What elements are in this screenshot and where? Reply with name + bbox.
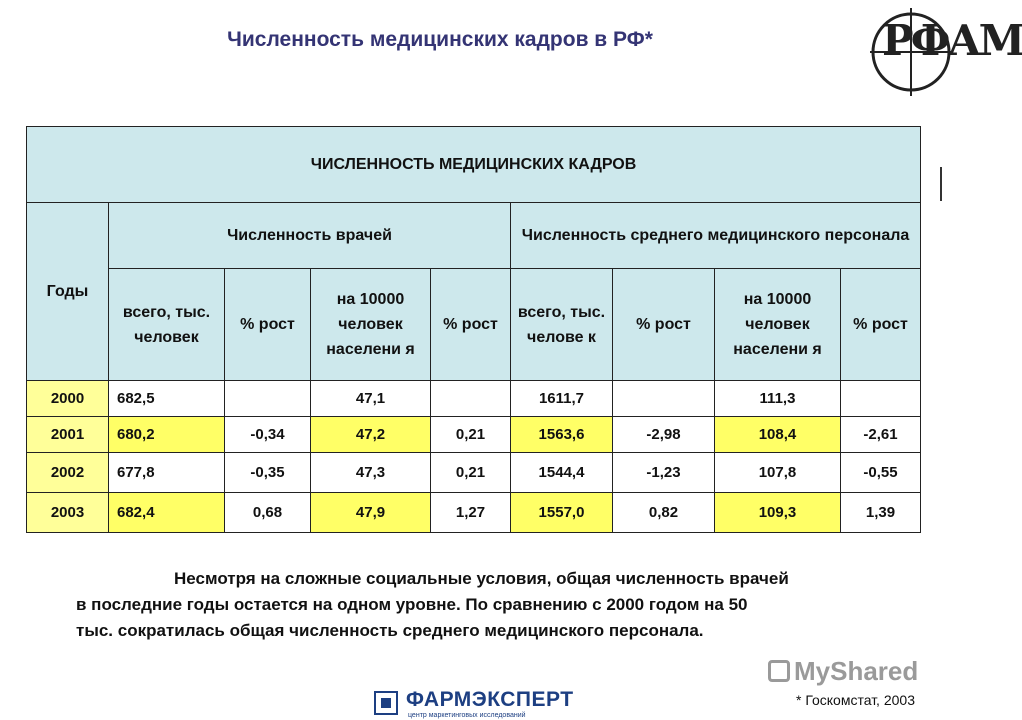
- cell: 0,21: [431, 417, 511, 453]
- brand-subtitle: центр маркетинговых исследований: [408, 712, 526, 719]
- cell: 47,9: [311, 493, 431, 533]
- table-row: [27, 493, 921, 533]
- summary-note: [76, 566, 946, 644]
- note-line-1: Несмотря на сложные социальные условия, общая численность врачей: [174, 569, 789, 588]
- medical-staff-table: [26, 126, 921, 533]
- brand-name: ФАРМЭКСПЕРТ: [406, 688, 574, 711]
- cell: 108,4: [715, 417, 841, 453]
- cell: 1611,7: [511, 381, 613, 417]
- source-note: * Госкомстат, 2003: [796, 692, 915, 708]
- year-cell: 2001: [27, 417, 109, 453]
- cell: -2,98: [613, 417, 715, 453]
- col-nurse-per10k-growth: % рост: [841, 269, 921, 381]
- note-line-3: тыс. сократилась общая численность среднего медицинского персонала.: [76, 621, 704, 640]
- side-divider: [940, 167, 942, 201]
- col-nurse-per10k: на 10000 человек населени я: [715, 269, 841, 381]
- cell: 47,1: [311, 381, 431, 417]
- cell: [225, 381, 311, 417]
- col-doc-per10k: на 10000 человек населени я: [311, 269, 431, 381]
- col-nurse-growth: % рост: [613, 269, 715, 381]
- cell: 1544,4: [511, 453, 613, 493]
- rfam-logo: [868, 6, 1022, 98]
- cell: -0,55: [841, 453, 921, 493]
- cell: 47,2: [311, 417, 431, 453]
- cell: -0,35: [225, 453, 311, 493]
- cell: 677,8: [109, 453, 225, 493]
- cell: 0,82: [613, 493, 715, 533]
- table-row: [27, 453, 921, 493]
- cell: [613, 381, 715, 417]
- presentation-icon: [768, 660, 790, 682]
- cell: 47,3: [311, 453, 431, 493]
- year-cell: 2002: [27, 453, 109, 493]
- col-doc-total: всего, тыс. человек: [109, 269, 225, 381]
- brand-icon: [374, 691, 398, 715]
- cell: 682,4: [109, 493, 225, 533]
- doctors-header: Численность врачей: [109, 203, 511, 269]
- watermark-text: MyShared: [794, 656, 919, 686]
- farmexpert-logo: [374, 688, 594, 718]
- cell: 1563,6: [511, 417, 613, 453]
- cell: [841, 381, 921, 417]
- cell: 111,3: [715, 381, 841, 417]
- years-header: Годы: [27, 203, 109, 381]
- table-row: [27, 381, 921, 417]
- cell: 0,68: [225, 493, 311, 533]
- year-cell: 2003: [27, 493, 109, 533]
- col-doc-per10k-growth: % рост: [431, 269, 511, 381]
- cell: [431, 381, 511, 417]
- year-cell: 2000: [27, 381, 109, 417]
- cell: 0,21: [431, 453, 511, 493]
- col-doc-growth: % рост: [225, 269, 311, 381]
- cell: -1,23: [613, 453, 715, 493]
- cell: 109,3: [715, 493, 841, 533]
- note-line-2: в последние годы остается на одном уровне. По сравнению с 2000 годом на 50: [76, 595, 748, 614]
- cell: 680,2: [109, 417, 225, 453]
- cell: -2,61: [841, 417, 921, 453]
- col-nurse-total: всего, тыс. челове к: [511, 269, 613, 381]
- logo-letters: РФАМ: [882, 16, 1022, 65]
- table-row: [27, 417, 921, 453]
- table-main-header: ЧИСЛЕННОСТЬ МЕДИЦИНСКИХ КАДРОВ: [27, 127, 921, 203]
- cell: 682,5: [109, 381, 225, 417]
- cell: -0,34: [225, 417, 311, 453]
- cell: 1,39: [841, 493, 921, 533]
- cell: 107,8: [715, 453, 841, 493]
- cell: 1557,0: [511, 493, 613, 533]
- nurses-header: Численность среднего медицинского персонала: [511, 203, 921, 269]
- page-title: Численность медицинских кадров в РФ*: [227, 28, 653, 51]
- cell: 1,27: [431, 493, 511, 533]
- myshared-watermark: [768, 656, 918, 687]
